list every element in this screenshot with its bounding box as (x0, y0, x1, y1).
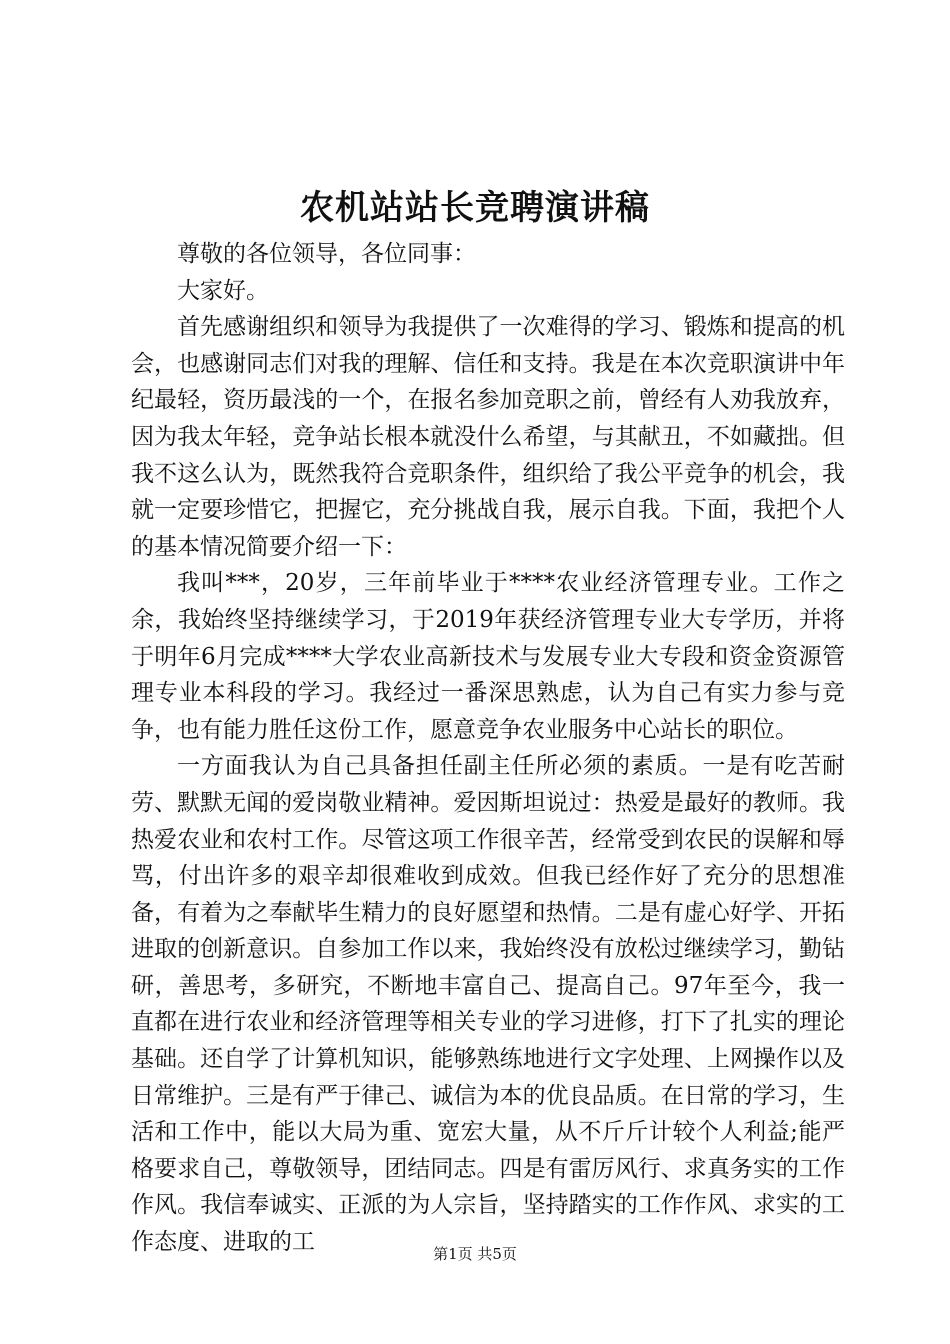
greeting: 大家好。 (177, 277, 269, 304)
paragraph-background: 我叫***，20岁，三年前毕业于****农业经济管理专业。工作之余，我始终坚持继续学习，于2019年获经济管理专业大专学历，并将于明年6月完成****大学农业高新技术与发展专业大专段和资金资源管理专业本科段的学习。我经过一番深思熟虑，认为自己有实力参与竞争，也有能力胜任这份工作，愿意竞争农业服务中心站长的职位。 (131, 570, 845, 743)
document-title: 农机站站长竞聘演讲稿 (300, 188, 650, 228)
salutation: 尊敬的各位领导，各位同事： (177, 241, 476, 267)
paragraph-qualities: 一方面我认为自己具备担任副主任所必须的素质。一是有吃苦耐劳、默默无闻的爱岗敬业精神。爱因斯坦说过：热爱是最好的教师。我热爱农业和农村工作。尽管这项工作很辛苦，经常受到农民的误解和辱骂，付出许多的艰辛却很难收到成效。但我已经作好了充分的思想准备，有着为之奉献毕生精力的良好愿望和热情。二是有虚心好学、开拓进取的创新意识。自参加工作以来，我始终没有放松过继续学习，勤钻研，善思考，多研究，不断地丰富自己、提高自己。97年至今，我一直都在进行农业和经济管理等相关专业的学习进修，打下了扎实的理论基础。还自学了计算机知识，能够熟练地进行文字处理、上网操作以及日常维护。三是有严于律己、诚信为本的优良品质。在日常的学习，生活和工作中，能以大局为重、宽宏大量，从不斤斤计较个人利益;能严格要求自己，尊敬领导，团结同志。四是有雷厉风行、求真务实的工作作风。我信奉诚实、正派的为人宗旨，坚持踏实的工作作风、求实的工作态度、进取的工 (131, 753, 845, 1256)
page-footer: 第1页 共5页 (433, 1245, 517, 1263)
paragraph-intro: 首先感谢组织和领导为我提供了一次难得的学习、锻炼和提高的机会，也感谢同志们对我的理解、信任和支持。我是在本次竞职演讲中年纪最轻，资历最浅的一个，在报名参加竞职之前，曾经有人劝我放弃，因为我太年轻，竞争站长根本就没什么希望，与其献丑，不如藏拙。但我不这么认为，既然我符合竞职条件，组织给了我公平竞争的机会，我就一定要珍惜它，把握它，充分挑战自我，展示自我。下面，我把个人的基本情况简要介绍一下： (131, 314, 845, 560)
document-body (131, 236, 845, 1261)
